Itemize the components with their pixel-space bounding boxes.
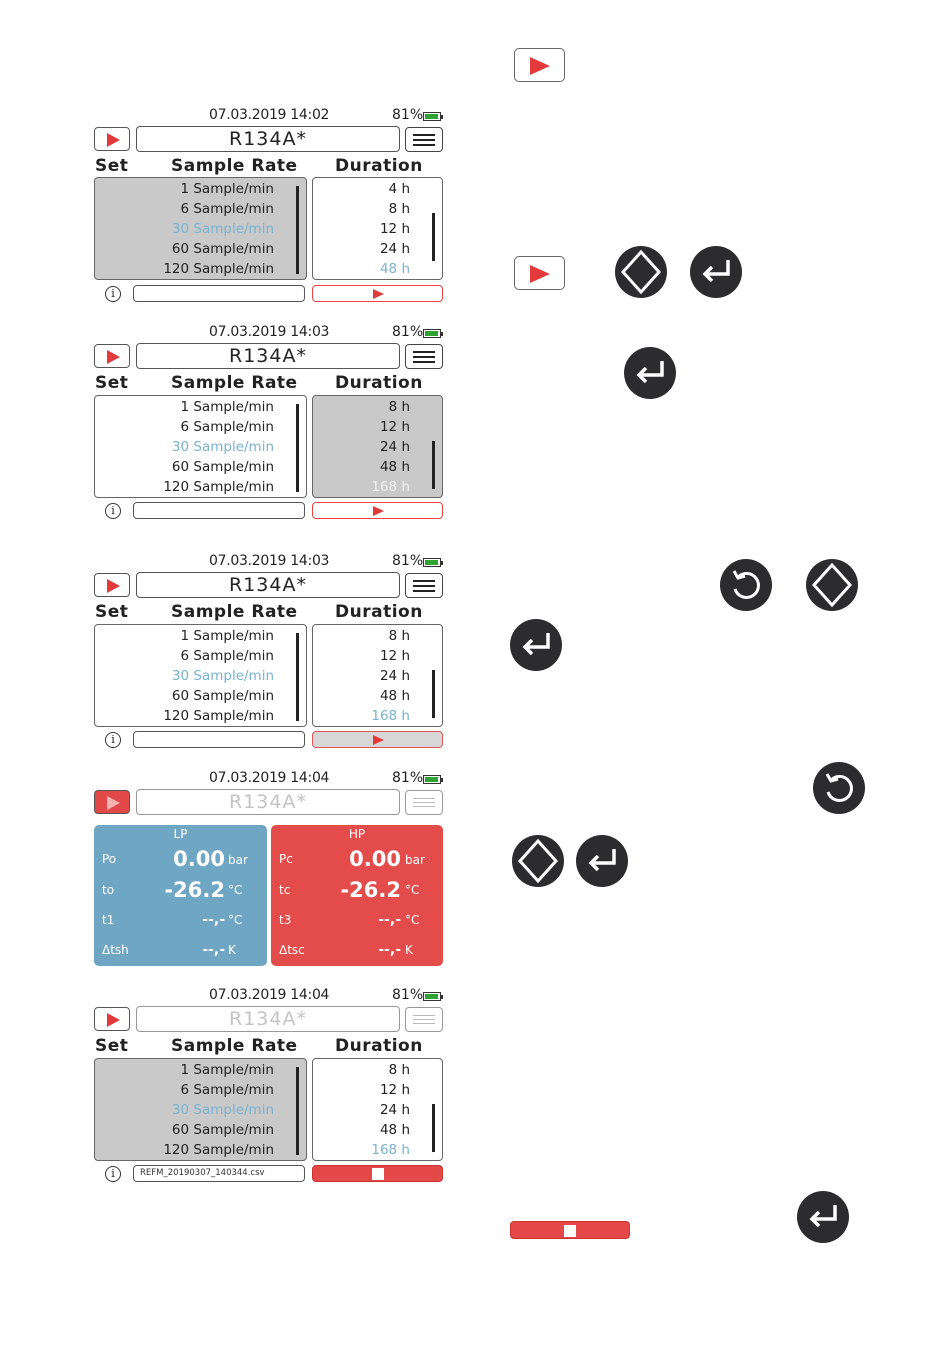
list-item[interactable]: 30 Sample/min <box>171 439 274 455</box>
refrigerant-title[interactable]: R134A* <box>136 126 400 152</box>
list-item[interactable]: 30 Sample/min <box>171 221 274 237</box>
lp-t1-label: t1 <box>102 913 115 927</box>
lp-superheat-label: Δtsh <box>102 943 129 957</box>
hp-panel <box>271 825 443 966</box>
lp-pressure-unit: bar <box>228 853 248 867</box>
list-item[interactable]: 24 h <box>379 439 410 455</box>
list-item[interactable]: 48 h <box>379 1122 410 1138</box>
play-key-icon <box>514 256 565 290</box>
info-icon[interactable]: i <box>105 503 121 519</box>
datetime: 07.03.2019 14:02 <box>209 107 330 123</box>
hp-temp-label: tc <box>279 883 291 897</box>
scrollbar[interactable] <box>432 670 435 718</box>
datetime: 07.03.2019 14:03 <box>209 553 330 569</box>
device-screen-5 <box>93 986 445 1186</box>
list-item[interactable]: 12 h <box>379 648 410 664</box>
menu-icon[interactable] <box>405 790 443 815</box>
battery-icon <box>423 329 441 338</box>
sample-rate-list[interactable] <box>94 624 307 727</box>
hp-pressure-unit: bar <box>405 853 425 867</box>
col-duration: Duration <box>335 373 423 393</box>
datetime: 07.03.2019 14:04 <box>209 987 330 1003</box>
hp-pressure-label: Pc <box>279 852 293 866</box>
menu-icon[interactable] <box>405 127 443 152</box>
scrollbar[interactable] <box>432 441 435 489</box>
hp-t3-unit: °C <box>405 913 420 927</box>
status-bar <box>93 769 445 789</box>
datetime: 07.03.2019 14:03 <box>209 324 330 340</box>
enter-key-icon <box>797 1191 849 1243</box>
scrollbar[interactable] <box>296 186 299 274</box>
col-set: Set <box>95 156 129 176</box>
refrigerant-title[interactable]: R134A* <box>136 789 400 815</box>
play-button[interactable] <box>94 1007 130 1031</box>
col-duration: Duration <box>335 156 423 176</box>
datetime: 07.03.2019 14:04 <box>209 770 330 786</box>
refrigerant-title[interactable]: R134A* <box>136 343 400 369</box>
menu-icon[interactable] <box>405 344 443 369</box>
list-item[interactable]: 24 h <box>379 668 410 684</box>
navigation-pad-icon <box>615 246 667 298</box>
info-icon[interactable]: i <box>105 732 121 748</box>
list-item[interactable]: 8 h <box>388 628 410 644</box>
list-item[interactable]: 60 Sample/min <box>171 459 274 475</box>
enter-key-icon <box>576 835 628 887</box>
battery-percent: 81% <box>392 770 424 786</box>
duration-list[interactable] <box>312 624 443 727</box>
list-item[interactable]: 120 Sample/min <box>163 708 274 724</box>
scrollbar[interactable] <box>296 633 299 721</box>
menu-icon[interactable] <box>405 1007 443 1032</box>
hp-subcool-unit: K <box>405 943 413 957</box>
list-item[interactable]: 6 Sample/min <box>180 419 274 435</box>
list-item[interactable]: 1 Sample/min <box>180 1062 274 1078</box>
list-item[interactable]: 120 Sample/min <box>163 479 274 495</box>
hp-header: HP <box>348 827 366 841</box>
col-sample-rate: Sample Rate <box>171 156 298 176</box>
battery-percent: 81% <box>392 987 424 1003</box>
duration-list[interactable] <box>312 177 443 280</box>
hp-subcool-value: --,- <box>378 942 401 958</box>
list-item[interactable]: 168 h <box>371 708 410 724</box>
list-item[interactable]: 120 Sample/min <box>163 261 274 277</box>
list-item[interactable]: 30 Sample/min <box>171 668 274 684</box>
hp-t3-label: t3 <box>279 913 292 927</box>
list-item[interactable]: 60 Sample/min <box>171 1122 274 1138</box>
navigation-pad-icon <box>512 835 564 887</box>
list-item[interactable]: 6 Sample/min <box>180 648 274 664</box>
scrollbar[interactable] <box>296 404 299 492</box>
battery-percent: 81% <box>392 324 424 340</box>
filename-field <box>133 502 305 519</box>
enter-key-icon <box>510 619 562 671</box>
battery-percent: 81% <box>392 107 424 123</box>
list-item[interactable]: 168 h <box>371 1142 410 1158</box>
list-item[interactable]: 48 h <box>379 688 410 704</box>
hp-t3-value: --,- <box>378 912 401 928</box>
lp-t1-value: --,- <box>202 912 225 928</box>
list-item[interactable]: 8 h <box>388 1062 410 1078</box>
hp-subcool-label: Δtsc <box>279 943 305 957</box>
list-item[interactable]: 60 Sample/min <box>171 688 274 704</box>
status-bar <box>93 106 445 126</box>
scrollbar[interactable] <box>432 213 435 261</box>
navigation-pad-icon <box>806 559 858 611</box>
lp-header: LP <box>173 827 188 841</box>
list-item[interactable]: 6 Sample/min <box>180 201 274 217</box>
list-item[interactable]: 168 h <box>371 479 410 495</box>
status-bar <box>93 986 445 1006</box>
list-item[interactable]: 12 h <box>379 1082 410 1098</box>
list-item[interactable]: 60 Sample/min <box>171 241 274 257</box>
battery-percent: 81% <box>392 553 424 569</box>
col-sample-rate: Sample Rate <box>171 602 298 622</box>
device-screen-1 <box>93 106 445 306</box>
menu-icon[interactable] <box>405 573 443 598</box>
col-sample-rate: Sample Rate <box>171 1036 298 1056</box>
scrollbar[interactable] <box>296 1067 299 1155</box>
play-button[interactable] <box>94 344 130 368</box>
list-item[interactable]: 48 h <box>379 261 410 277</box>
col-duration: Duration <box>335 602 423 622</box>
device-screen-4 <box>93 769 445 969</box>
stop-button[interactable] <box>312 1165 443 1182</box>
start-button[interactable] <box>312 285 443 302</box>
list-item[interactable]: 12 h <box>379 221 410 237</box>
lp-panel <box>94 825 267 966</box>
col-set: Set <box>95 1036 129 1056</box>
refrigerant-title[interactable]: R134A* <box>136 572 400 598</box>
status-bar <box>93 323 445 343</box>
lp-temp-value: -26.2 <box>164 878 225 902</box>
lp-superheat-value: --,- <box>202 942 225 958</box>
start-button[interactable] <box>312 502 443 519</box>
start-button[interactable] <box>312 731 443 748</box>
hp-temp-value: -26.2 <box>340 878 401 902</box>
duration-list[interactable] <box>312 1058 443 1161</box>
list-item[interactable]: 48 h <box>379 459 410 475</box>
sample-rate-list[interactable] <box>94 1058 307 1161</box>
play-button[interactable] <box>94 573 130 597</box>
lp-pressure-value: 0.00 <box>173 847 225 871</box>
battery-icon <box>423 992 441 1001</box>
battery-icon <box>423 558 441 567</box>
col-sample-rate: Sample Rate <box>171 373 298 393</box>
filename-field: REFM_20190307_140344.csv <box>133 1165 305 1182</box>
list-item[interactable]: 120 Sample/min <box>163 1142 274 1158</box>
lp-temp-label: to <box>102 883 115 897</box>
back-rotate-icon <box>720 559 772 611</box>
device-screen-3 <box>93 552 445 752</box>
refrigerant-title[interactable]: R134A* <box>136 1006 400 1032</box>
duration-list[interactable] <box>312 395 443 498</box>
col-set: Set <box>95 373 129 393</box>
lp-superheat-unit: K <box>228 943 236 957</box>
col-set: Set <box>95 602 129 622</box>
play-button[interactable] <box>94 127 130 151</box>
status-bar <box>93 552 445 572</box>
filename-field <box>133 731 305 748</box>
play-button[interactable] <box>94 790 130 814</box>
lp-pressure-label: Po <box>102 852 117 866</box>
hp-temp-unit: °C <box>405 883 420 897</box>
list-item[interactable]: 24 h <box>379 1102 410 1118</box>
list-item[interactable]: 12 h <box>379 419 410 435</box>
enter-key-icon <box>690 246 742 298</box>
list-item[interactable]: 30 Sample/min <box>171 1102 274 1118</box>
hp-pressure-value: 0.00 <box>349 847 401 871</box>
info-icon[interactable]: i <box>105 1166 121 1182</box>
battery-icon <box>423 775 441 784</box>
list-item[interactable]: 1 Sample/min <box>180 181 274 197</box>
battery-icon <box>423 112 441 121</box>
col-duration: Duration <box>335 1036 423 1056</box>
info-icon[interactable]: i <box>105 286 121 302</box>
lp-t1-unit: °C <box>228 913 243 927</box>
list-item[interactable]: 8 h <box>388 399 410 415</box>
sample-rate-list[interactable] <box>94 395 307 498</box>
list-item[interactable]: 4 h <box>388 181 410 197</box>
back-rotate-icon <box>813 762 865 814</box>
sample-rate-list[interactable] <box>94 177 307 280</box>
scrollbar[interactable] <box>432 1104 435 1152</box>
lp-temp-unit: °C <box>228 883 243 897</box>
list-item[interactable]: 1 Sample/min <box>180 399 274 415</box>
stop-bar-icon <box>510 1221 630 1239</box>
device-screen-2 <box>93 323 445 523</box>
filename-field <box>133 285 305 302</box>
list-item[interactable]: 6 Sample/min <box>180 1082 274 1098</box>
play-key-icon <box>514 48 565 82</box>
list-item[interactable]: 24 h <box>379 241 410 257</box>
enter-key-icon <box>624 347 676 399</box>
list-item[interactable]: 1 Sample/min <box>180 628 274 644</box>
list-item[interactable]: 8 h <box>388 201 410 217</box>
